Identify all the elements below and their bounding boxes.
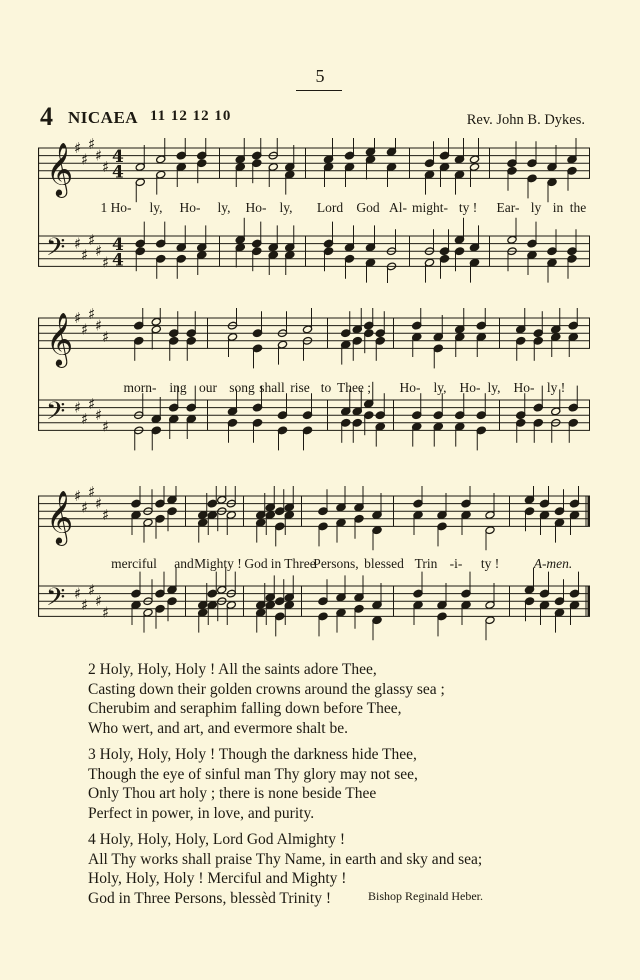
lyric-syllable: Three <box>284 556 316 571</box>
lyric-syllable: Ho- <box>459 380 481 395</box>
lyric-syllable: ly, <box>217 200 231 215</box>
svg-text:♯: ♯ <box>81 320 89 339</box>
verse-line: Only Thou art holy ; there is none beside Thee <box>88 785 377 802</box>
lyric-syllable: blessed <box>364 556 404 571</box>
svg-text:♯: ♯ <box>102 506 110 524</box>
svg-text:♯: ♯ <box>74 584 82 603</box>
lyric-syllable: ly <box>530 200 542 215</box>
lyric-syllable: morn- <box>123 380 157 395</box>
verse-3 <box>88 745 608 823</box>
treble-clef-icon: 𝄞 <box>46 311 74 366</box>
verse-line: All Thy works shall praise Thy Name, in earth and sky and sea; <box>88 850 483 868</box>
bass-clef-icon: 𝄢 <box>46 396 66 432</box>
key-signature-sharps <box>74 486 109 524</box>
lyric-syllable: song <box>229 380 255 395</box>
tune-name: NICAEA <box>68 108 139 127</box>
hymn-header <box>40 104 585 134</box>
bass-staff <box>38 586 590 616</box>
verse-2 <box>88 660 608 738</box>
music-system-2 <box>38 308 590 470</box>
svg-text:♯: ♯ <box>81 246 89 264</box>
lyric-syllable: and <box>174 556 194 571</box>
lyric-syllable: ty ! <box>458 200 478 215</box>
svg-text:♯: ♯ <box>95 592 103 611</box>
svg-text:♯: ♯ <box>88 394 96 413</box>
svg-text:♯: ♯ <box>74 487 82 505</box>
svg-text:♯: ♯ <box>95 494 103 513</box>
lyric-syllable: ly, <box>433 380 447 395</box>
lyric-syllable: merciful <box>111 556 157 571</box>
svg-text:♯: ♯ <box>88 230 96 249</box>
composer-credit: Rev. John B. Dykes. <box>466 112 585 128</box>
lyric-syllable: Persons, <box>313 556 359 571</box>
svg-text:♯: ♯ <box>102 253 110 272</box>
svg-text:♯: ♯ <box>81 150 89 169</box>
verse-line: Though the eye of sinful man Thy glory may not see, <box>88 765 418 783</box>
verse-line: Holy, Holy, Holy ! Merciful and Mighty ! <box>88 870 347 887</box>
verse-line: God in Three Persons, blessèd Trinity ! <box>88 889 331 907</box>
lyric-syllable: might- <box>412 200 448 215</box>
lyric-syllable: ly ! <box>546 380 566 395</box>
lyric-syllable: 1 Ho- <box>100 200 132 215</box>
svg-text:♯: ♯ <box>74 398 82 417</box>
treble-notes <box>134 308 579 368</box>
lyric-syllable: A-men. <box>533 556 573 571</box>
lyric-syllable: ly, <box>149 200 163 215</box>
lyric-syllable: Ho- <box>399 380 421 395</box>
lyric-syllable: Lord <box>316 200 344 215</box>
lyric-syllable: Ho- <box>513 380 535 395</box>
verse-line: 2 Holy, Holy, Holy ! All the saints adore Thee, <box>88 661 377 678</box>
lyric-syllable: God <box>244 556 268 571</box>
verse-line: 3 Holy, Holy, Holy ! Though the darkness hide Thee, <box>88 746 417 763</box>
bass-clef-icon: 𝄢 <box>46 232 66 268</box>
lyric-syllable: Thee ; <box>336 380 372 395</box>
lyric-syllable: Trin <box>414 556 438 571</box>
svg-text:4: 4 <box>112 147 124 168</box>
key-signature-sharps <box>74 308 109 346</box>
svg-text:♯: ♯ <box>102 417 110 436</box>
lyric-syllable: in <box>552 200 564 215</box>
music-system-1 <box>38 138 590 283</box>
lyric-syllable: ing <box>169 380 187 395</box>
lyric-syllable: ty ! <box>480 556 500 571</box>
lyric-syllable: Al- <box>389 200 407 215</box>
lyric-syllable: Ear- <box>496 200 520 215</box>
svg-text:♯: ♯ <box>74 309 82 327</box>
svg-text:♯: ♯ <box>74 139 82 157</box>
svg-text:4: 4 <box>112 235 124 256</box>
svg-text:♯: ♯ <box>81 498 89 517</box>
svg-text:♯: ♯ <box>95 406 103 425</box>
bass-notes <box>131 568 580 640</box>
bass-staff <box>38 400 590 430</box>
svg-text:♯: ♯ <box>81 596 89 614</box>
treble-staff <box>38 496 590 526</box>
treble-clef-icon: 𝄞 <box>46 141 74 196</box>
author-attribution: Bishop Reginald Heber. <box>368 889 483 903</box>
verse-line: Cherubim and seraphim falling down before Thee, <box>88 700 402 717</box>
svg-text:4: 4 <box>112 250 124 271</box>
verse-line: 4 Holy, Holy, Holy, Lord God Almighty ! <box>88 831 346 848</box>
svg-text:♯: ♯ <box>95 146 103 165</box>
svg-text:♯: ♯ <box>88 308 96 324</box>
lyric-syllable: Mighty ! <box>194 556 242 571</box>
treble-staff <box>38 318 590 348</box>
lyric-syllable: to <box>320 380 332 395</box>
lyric-syllable: in <box>270 556 282 571</box>
svg-text:♯: ♯ <box>88 580 96 599</box>
lyric-syllable: ly, <box>487 380 501 395</box>
verse-line: Who wert, and art, and evermore shalt be. <box>88 719 348 737</box>
svg-text:♯: ♯ <box>102 603 110 622</box>
bass-clef-icon: 𝄢 <box>46 582 66 618</box>
svg-text:♯: ♯ <box>81 410 89 428</box>
svg-text:♯: ♯ <box>102 328 110 346</box>
lyric-syllable: Ho- <box>179 200 201 215</box>
lyric-syllable: ly, <box>279 200 293 215</box>
svg-text:♯: ♯ <box>88 138 96 154</box>
page-number-rule <box>296 90 342 91</box>
verse-4 <box>88 830 608 908</box>
svg-text:♯: ♯ <box>95 242 103 261</box>
bass-notes <box>135 218 577 283</box>
svg-text:♯: ♯ <box>88 486 96 502</box>
svg-text:4: 4 <box>112 162 124 183</box>
lyric-syllable: -i- <box>449 556 463 571</box>
verses <box>88 660 608 915</box>
page-number: 5 <box>315 66 325 86</box>
svg-text:♯: ♯ <box>95 316 103 335</box>
lyric-syllable: shall <box>259 380 285 395</box>
lyric-syllable: our <box>199 380 217 395</box>
lyric-syllable: rise <box>290 380 310 395</box>
lyric-syllable: the <box>569 200 587 215</box>
time-signature <box>112 235 124 270</box>
verse-line: Perfect in power, in love, and purity. <box>88 804 315 822</box>
hymn-number: 4 <box>40 102 53 131</box>
treble-clef-icon: 𝄞 <box>46 489 74 544</box>
lyric-syllable: Ho- <box>245 200 267 215</box>
hymn-meter: 11 12 12 10 <box>150 108 232 124</box>
svg-text:♯: ♯ <box>74 234 82 253</box>
time-signature <box>112 147 124 182</box>
music-system-3 <box>38 486 590 642</box>
barline <box>586 496 590 616</box>
svg-text:♯: ♯ <box>102 158 110 176</box>
verse-line: Casting down their golden crowns around the glassy sea ; <box>88 680 445 698</box>
lyric-syllable: God <box>356 200 380 215</box>
